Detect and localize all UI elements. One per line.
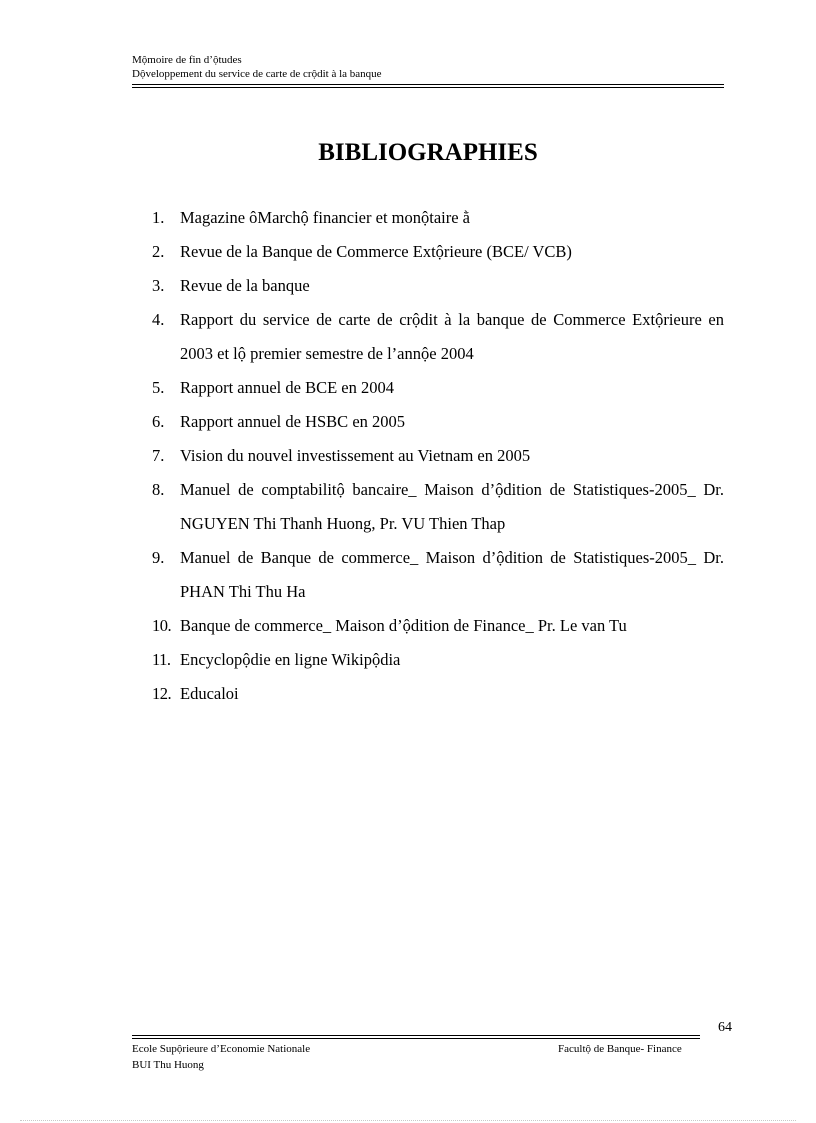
item-text: Rapport annuel de BCE en 2004 xyxy=(180,378,395,397)
page-number: 64 xyxy=(718,1020,732,1035)
list-item xyxy=(152,643,724,677)
item-text: Educaloi xyxy=(180,684,239,703)
item-number: 12. xyxy=(152,684,172,703)
footer-left xyxy=(132,1041,310,1073)
item-text: Revue de la Banque de Commerce Extộrieure (BCE/ VCB) xyxy=(180,242,572,261)
item-number: 10. xyxy=(152,616,172,635)
footer-school: Ecole Supộrieure d’Economie Nationale xyxy=(132,1043,311,1055)
item-number: 11. xyxy=(152,650,171,669)
list-item xyxy=(152,473,724,541)
item-text: Vision du nouvel investissement au Vietnam en 2005 xyxy=(180,446,531,465)
footer-divider xyxy=(132,1035,700,1039)
item-number: 1. xyxy=(152,208,165,227)
list-item xyxy=(152,269,724,303)
item-number: 9. xyxy=(152,548,165,567)
footer-author: BUI Thu Huong xyxy=(132,1059,204,1071)
item-number: 8. xyxy=(152,480,165,499)
header-thesis-type: Mộmoire de fin d’ộtudes xyxy=(132,54,242,66)
list-item xyxy=(152,677,724,711)
item-number: 6. xyxy=(152,412,165,431)
item-number: 2. xyxy=(152,242,165,261)
item-number: 4. xyxy=(152,310,165,329)
list-item xyxy=(152,609,724,643)
page-title: BIBLIOGRAPHIES xyxy=(318,139,538,166)
list-item xyxy=(152,201,724,235)
item-text: Manuel de comptabilitộ bancaire_ Maison d’ộdition de Statistiques-2005_ Dr. NGUYEN Thi Thanh Huong, Pr. VU Thien Thap xyxy=(180,480,724,533)
item-text: Magazine ôMarchộ financier et monộtaire ằ xyxy=(180,208,470,227)
item-text: Encyclopộdie en ligne Wikipộdia xyxy=(180,650,401,669)
footer-faculty: Facultộ de Banque- Finance xyxy=(558,1043,682,1055)
bibliography-list xyxy=(152,201,724,711)
list-item xyxy=(152,235,724,269)
item-number: 3. xyxy=(152,276,165,295)
item-text: Rapport du service de carte de crộdit à la banque de Commerce Extộrieure en 2003 et lộ premier semestre de l’annộe 2004 xyxy=(180,310,724,363)
list-item xyxy=(152,371,724,405)
item-number: 7. xyxy=(152,446,165,465)
header-thesis-subject: Dộveloppement du service de carte de crộdit à la banque xyxy=(132,68,382,80)
item-text: Rapport annuel de HSBC en 2005 xyxy=(180,412,406,431)
item-number: 5. xyxy=(152,378,165,397)
item-text: Manuel de Banque de commerce_ Maison d’ộdition de Statistiques-2005_ Dr. PHAN Thi Thu Ha xyxy=(180,548,724,601)
list-item xyxy=(152,405,724,439)
page-header xyxy=(132,53,724,81)
list-item xyxy=(152,541,724,609)
list-item xyxy=(152,303,724,371)
page-edge-divider xyxy=(20,1120,796,1121)
item-text: Revue de la banque xyxy=(180,276,310,295)
list-item xyxy=(152,439,724,473)
header-divider xyxy=(132,84,724,88)
item-text: Banque de commerce_ Maison d’ộdition de Finance_ Pr. Le van Tu xyxy=(180,616,627,635)
